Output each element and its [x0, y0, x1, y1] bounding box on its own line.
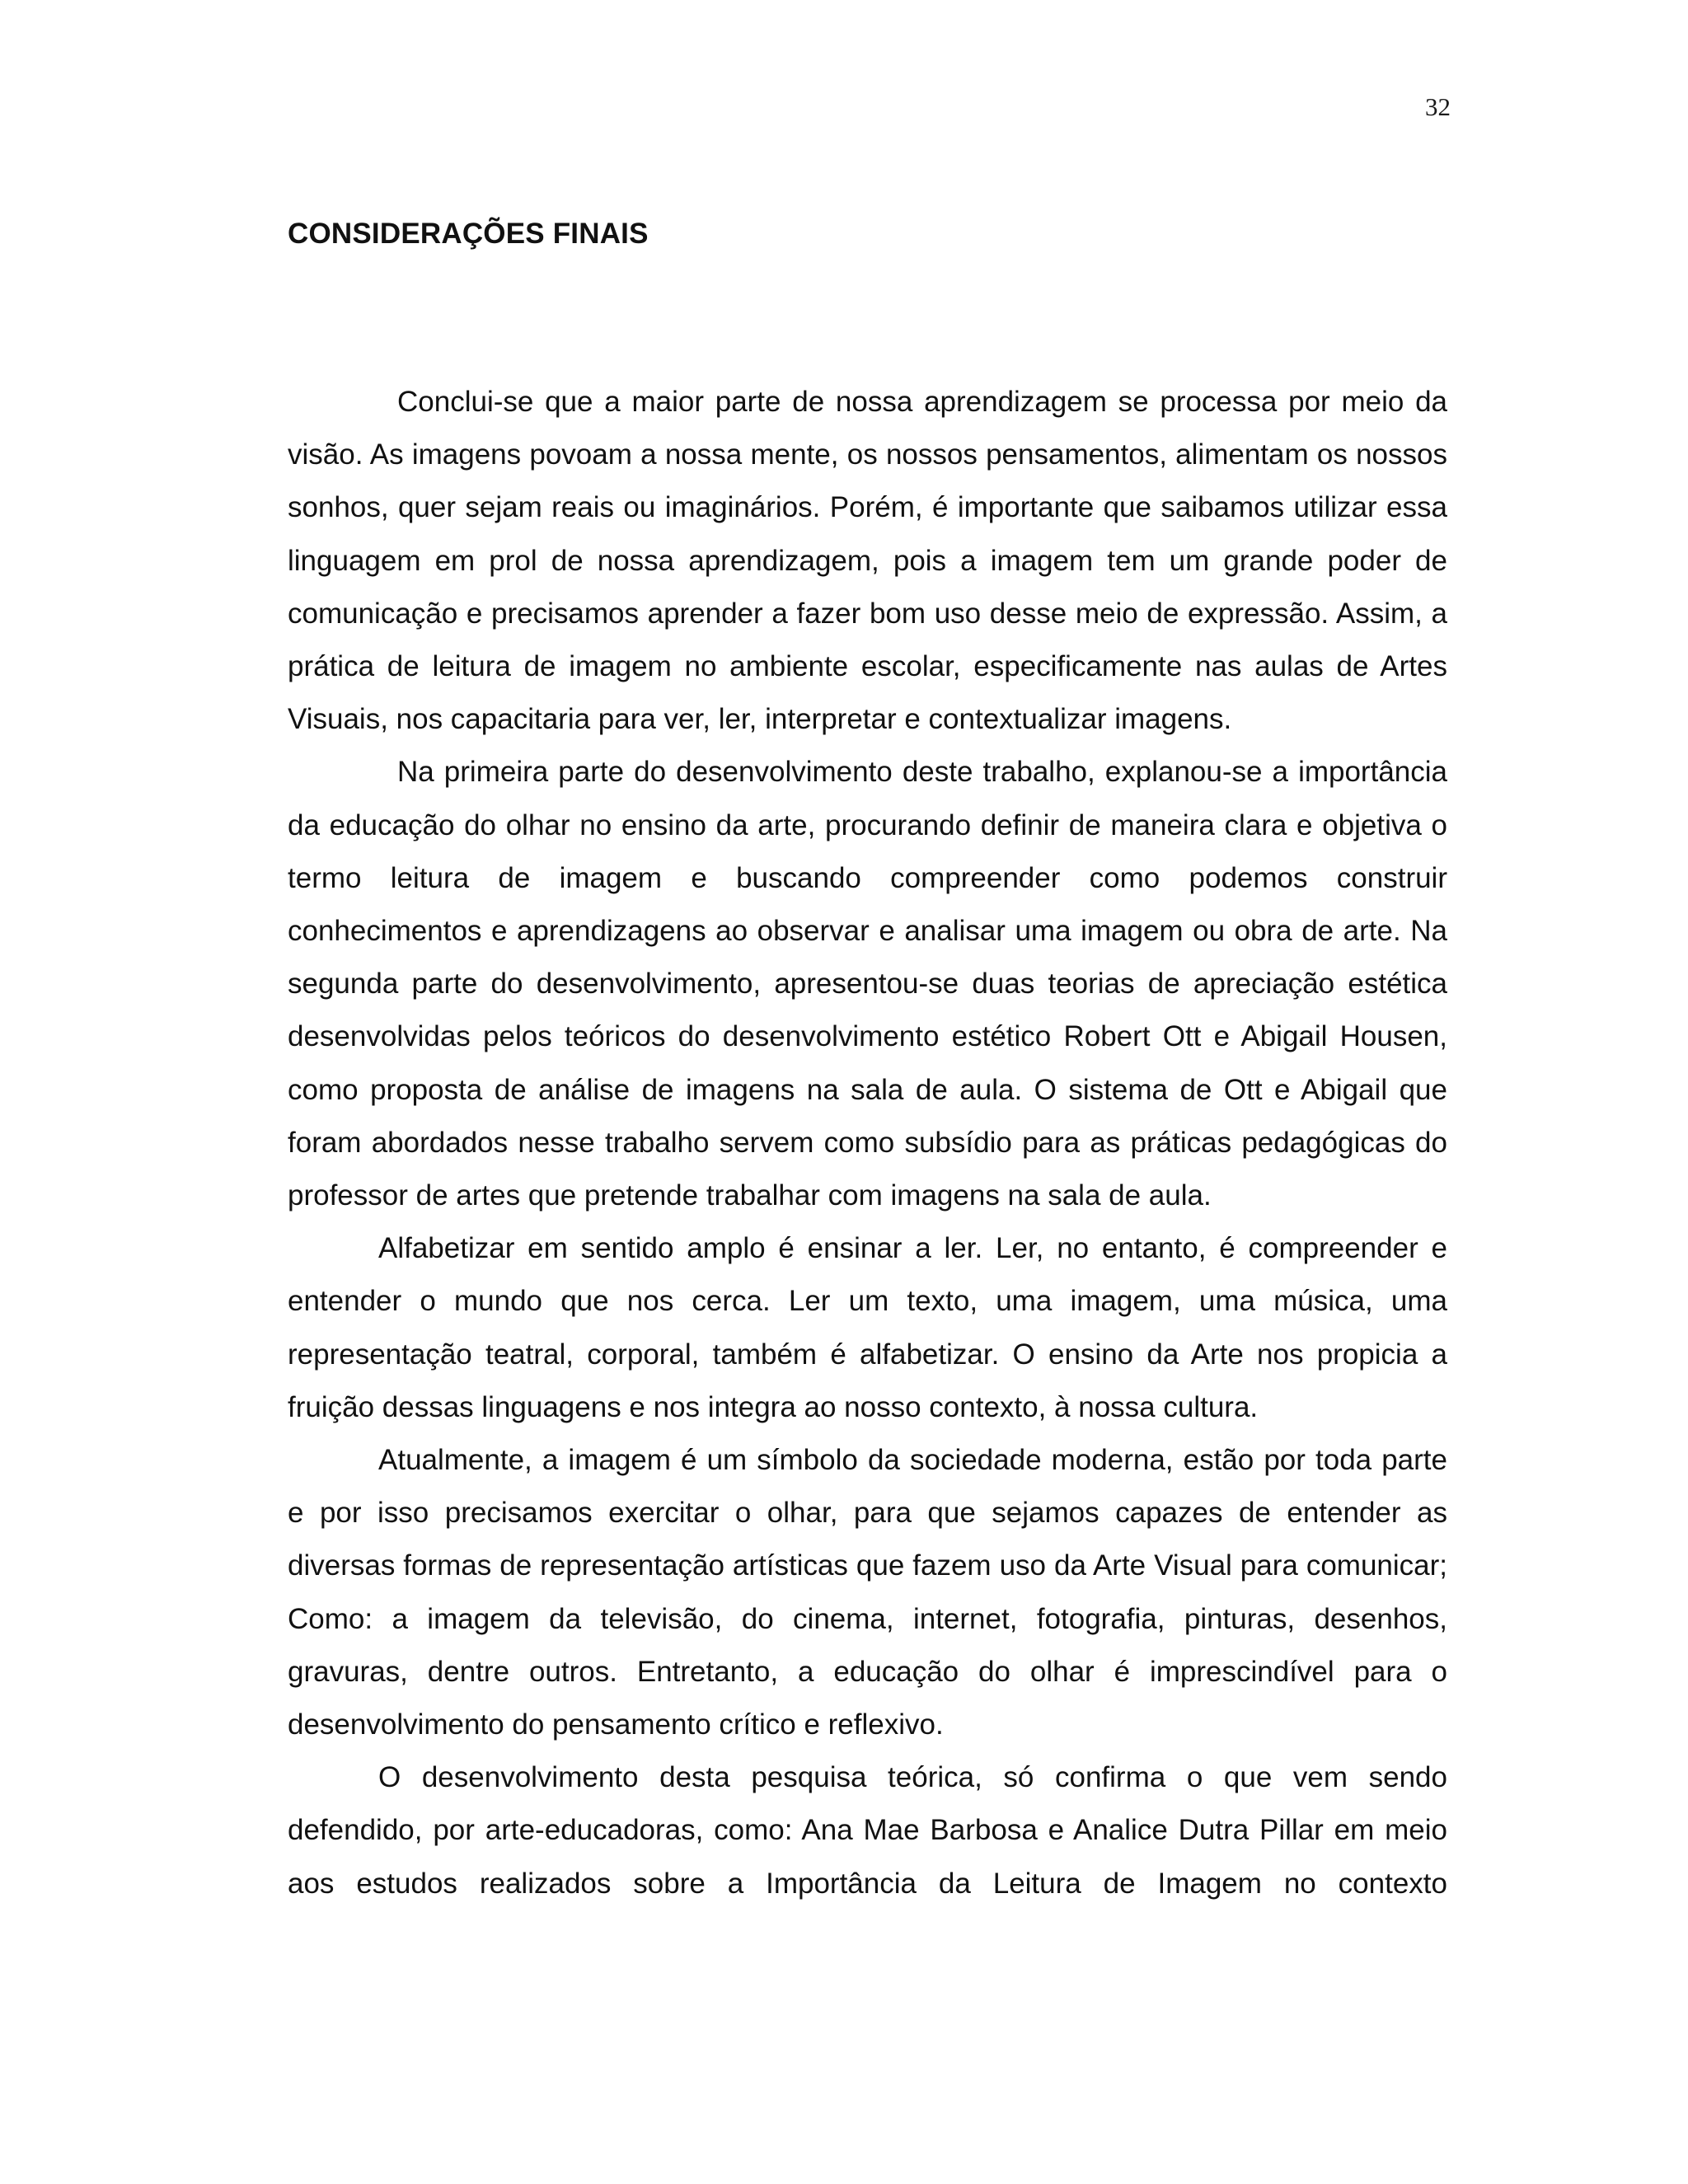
paragraph-conclusion: Conclui-se que a maior parte de nossa aprendizagem se processa por meio da visão. As imagens povoam a nossa mente, os nossos pensamentos, alimentam os nossos sonhos, quer sejam reais ou imaginários. Porém, é importante que saibamos utilizar essa linguagem em prol de nossa aprendizagem, pois a imagem tem um grande poder de comunicação e precisamos aprender a fazer bom uso desse meio de expressão. Assim, a prática de leitura de imagem no ambiente escolar, especificamente nas aulas de Artes Visuais, nos capacitaria para ver, ler, interpretar e contextualizar imagens. — [288, 386, 1447, 736]
body-text — [288, 376, 1447, 1910]
paragraph-literacy: Alfabetizar em sentido amplo é ensinar a ler. Ler, no entanto, é compreender e entender o mundo que nos cerca. Ler um texto, uma imagem, uma música, uma representação teatral, corporal, também é alfabetizar. O ensino da Arte nos propicia a fruição dessas linguagens e nos integra ao nosso contexto, à nossa cultura. — [288, 1232, 1447, 1423]
paragraph-modern-image: Atualmente, a imagem é um símbolo da sociedade moderna, estão por toda parte e por isso precisamos exercitar o olhar, para que sejamos capazes de entender as diversas formas de representação artísticas que fazem uso da Arte Visual para comunicar; Como: a imagem da televisão, do cinema, internet, fotografia, pinturas, desenhos, gravuras, dentre outros. Entretanto, a educação do olhar é imprescindível para o desenvolvimento do pensamento crítico e reflexivo. — [288, 1444, 1447, 1741]
paragraph-research-confirmation: O desenvolvimento desta pesquisa teórica, só confirma o que vem sendo defendido, por arte-educadoras, como: Ana Mae Barbosa e Analice Dutra Pillar em meio aos estudos realizados sobre a Importância da Leitura de Imagem no contexto — [288, 1761, 1447, 1900]
section-title: CONSIDERAÇÕES FINAIS — [288, 218, 649, 250]
paragraph-development-summary: Na primeira parte do desenvolvimento deste trabalho, explanou-se a importância da educação do olhar no ensino da arte, procurando definir de maneira clara e objetiva o termo leitura de imagem e buscando compreender como podemos construir conhecimentos e aprendizagens ao observar e analisar uma imagem ou obra de arte. Na segunda parte do desenvolvimento, apresentou-se duas teorias de apreciação estética desenvolvidas pelos teóricos do desenvolvimento estético Robert Ott e Abigail Housen, como proposta de análise de imagens na sala de aula. O sistema de Ott e Abigail que foram abordados nesse trabalho servem como subsídio para as práticas pedagógicas do professor de artes que pretende trabalhar com imagens na sala de aula. — [288, 756, 1447, 1212]
page-number: 32 — [1425, 92, 1451, 121]
